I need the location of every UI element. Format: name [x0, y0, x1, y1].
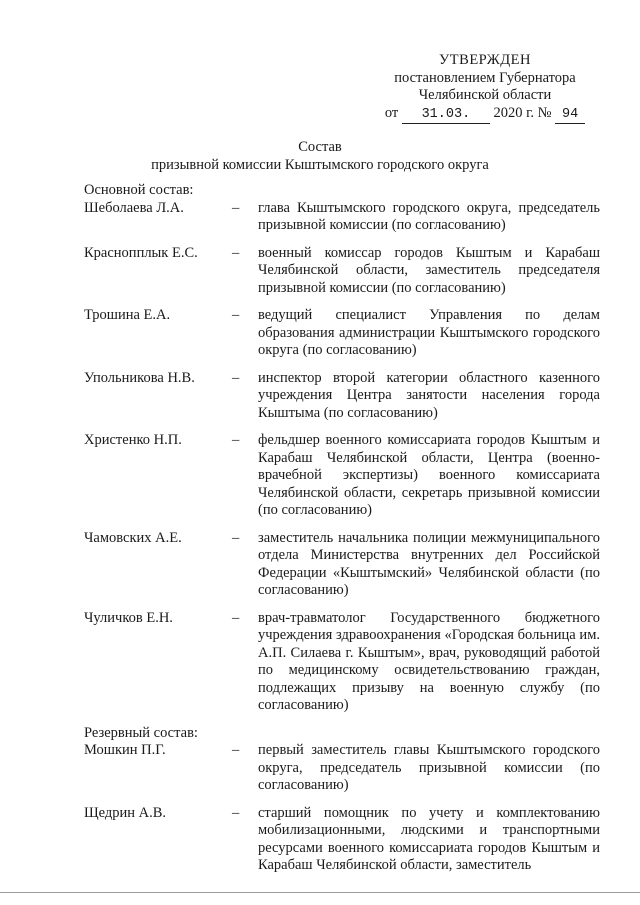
member-row	[84, 805, 600, 875]
member-name: Щедрин А.В.	[84, 804, 167, 821]
date-prefix: от	[384, 104, 399, 121]
member-name: Чамовских А.Е.	[84, 529, 182, 546]
member-row	[84, 200, 600, 235]
heading-subtitle: призывной комиссии Кыштымского городского округа	[151, 156, 489, 173]
main-section-label: Основной состав:	[84, 182, 194, 198]
member-role: первый заместитель главы Кыштымского городского округа, председатель призывной комиссии (по согласованию)	[258, 742, 600, 793]
approval-block	[370, 52, 600, 124]
member-row	[84, 370, 600, 423]
approval-date-line	[370, 105, 600, 124]
member-row	[84, 742, 600, 795]
member-name: Мошкин П.Г.	[84, 742, 166, 758]
member-role: инспектор второй категории областного казенного учреждения Центра занятости населения города Кыштыма (по согласованию)	[258, 369, 600, 421]
member-dash: –	[232, 804, 240, 821]
member-name: Шеболаева Л.А.	[84, 199, 184, 216]
member-dash: –	[232, 529, 240, 546]
member-role: заместитель начальника полиции межмуниципального отдела Министерства внутренних дел Российской Федерации «Кыштымский» Челябинской области (по согласованию)	[258, 529, 600, 598]
member-role: фельдшер военного комиссариата городов Кыштым и Карабаш Челябинской области, Центра (военно-врачебной экспертизы) военного комиссариата Челябинской области, секретарь призывной комиссии (по согласованию)	[258, 432, 600, 518]
member-dash: –	[232, 199, 240, 216]
member-dash: –	[232, 244, 240, 261]
member-role: военный комиссар городов Кыштым и Карабаш Челябинской области, заместитель председателя призывной комиссии (по согласованию)	[258, 244, 600, 296]
member-name: Краснопплык Е.С.	[84, 244, 198, 261]
year-text: 2020 г. №	[493, 104, 552, 121]
member-row	[84, 307, 600, 360]
approval-line-2: Челябинской области	[418, 87, 552, 103]
number-field: 94	[555, 107, 585, 124]
approval-line-1: постановлением Губернатора	[394, 69, 576, 86]
member-row	[84, 610, 600, 715]
approval-title: УТВЕРЖДЕН	[439, 52, 531, 68]
member-row	[84, 432, 600, 520]
document-heading	[0, 139, 640, 174]
member-dash: –	[232, 609, 240, 626]
page-bottom-rule	[0, 892, 640, 893]
member-row	[84, 245, 600, 298]
member-name: Упольникова Н.В.	[84, 369, 195, 386]
member-dash: –	[232, 432, 240, 448]
member-role: ведущий специалист Управления по делам образования администрации Кыштымского городского округа (по согласованию)	[258, 307, 600, 358]
member-dash: –	[232, 369, 240, 386]
member-role: глава Кыштымского городского округа, председатель призывной комиссии (по согласованию)	[258, 199, 600, 233]
commission-members	[84, 182, 600, 885]
member-dash: –	[232, 742, 240, 758]
heading-title: Состав	[298, 139, 342, 155]
member-name: Христенко Н.П.	[84, 432, 182, 448]
member-dash: –	[232, 307, 240, 323]
member-name: Чуличков Е.Н.	[84, 609, 173, 626]
reserve-section-label: Резервный состав:	[84, 724, 198, 741]
member-role: врач-травматолог Государственного бюджетного учреждения здравоохранения «Городская больница им. А.П. Силаева г. Кыштым», врач, руководящий работой по медицинскому освидетельствованию граждан, подлежащих призыву на военную службу (по согласованию)	[258, 609, 600, 713]
member-role: старший помощник по учету и комплектованию мобилизационными, людскими и транспортными ресурсами военного комиссариата городов Кыштым и Карабаш Челябинской области, заместитель	[258, 804, 600, 873]
member-name: Трошина Е.А.	[84, 307, 171, 323]
member-row	[84, 530, 600, 600]
date-field: 31.03.	[402, 107, 490, 124]
